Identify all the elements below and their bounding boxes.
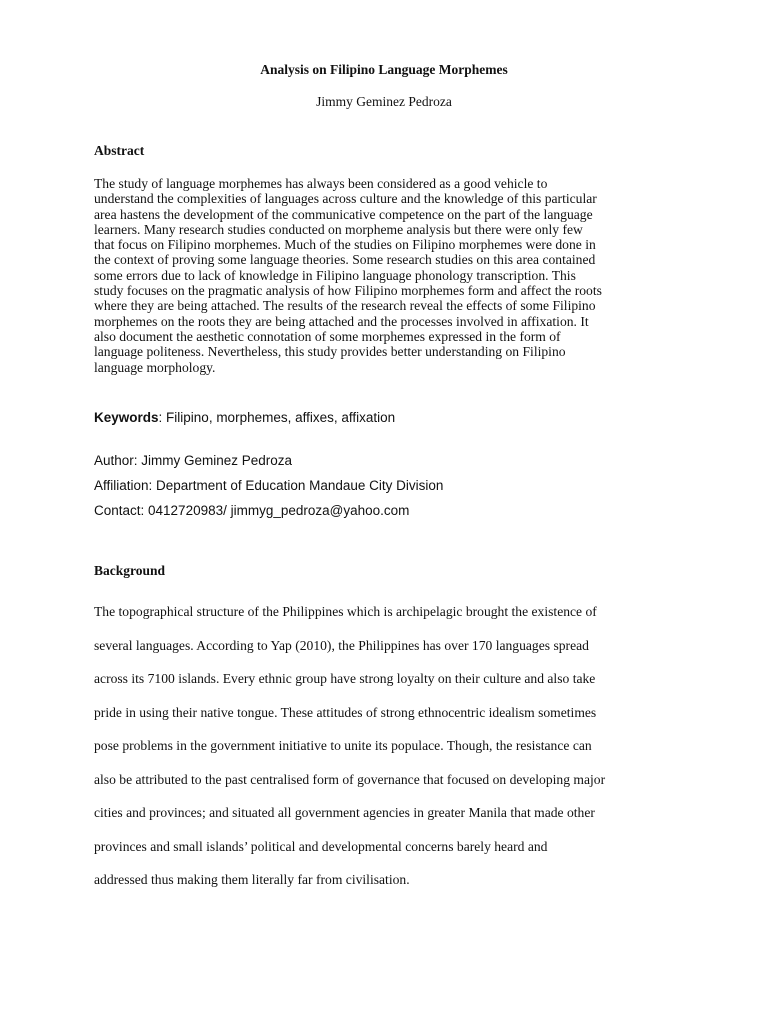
keywords-separator: :	[158, 410, 167, 425]
background-line: pride in using their native tongue. These attitudes of strong ethnocentric idealism sometimes	[94, 704, 597, 720]
abstract-line: morphemes on the roots they are being attached and the processes involved in affixation. It	[94, 313, 589, 329]
abstract-line: language politeness. Nevertheless, this study provides better understanding on Filipino	[94, 344, 566, 360]
keywords-line	[94, 410, 395, 425]
abstract-line: some errors due to lack of knowledge in Filipino language phonology transcription. This	[94, 267, 576, 283]
background-line: provinces and small islands’ political and developmental concerns barely heard and	[94, 838, 548, 854]
background-line: several languages. According to Yap (2010), the Philippines has over 170 languages spread	[94, 637, 589, 653]
background-line: also be attributed to the past centralised form of governance that focused on developing major	[94, 771, 606, 787]
background-line: addressed thus making them literally far from civilisation.	[94, 872, 410, 887]
abstract-heading: Abstract	[94, 143, 145, 158]
keywords-value: Filipino, morphemes, affixes, affixation	[166, 410, 396, 425]
abstract-body	[94, 176, 682, 375]
abstract-line: also document the aesthetic connotation of some morphemes expressed in the form of	[94, 328, 561, 344]
abstract-line: study focuses on the pragmatic analysis of how Filipino morphemes form and affect the roots	[94, 283, 602, 299]
background-body	[94, 595, 684, 897]
meta-affiliation: Affiliation: Department of Education Mandaue City Division	[94, 478, 444, 493]
paper-title: Analysis on Filipino Language Morphemes	[260, 62, 508, 77]
background-line: cities and provinces; and situated all government agencies in greater Manila that made other	[94, 805, 595, 820]
abstract-line: language morphology.	[94, 359, 216, 375]
background-line: The topographical structure of the Philippines which is archipelagic brought the existence of	[94, 604, 597, 619]
abstract-line: the context of proving some language theories. Some research studies on this area contained	[94, 252, 596, 268]
abstract-line: where they are being attached. The results of the research reveal the effects of some Filipino	[94, 298, 596, 314]
meta-author: Author: Jimmy Geminez Pedroza	[94, 453, 293, 468]
keywords-label: Keywords	[94, 410, 159, 425]
abstract-line: that focus on Filipino morphemes. Much of the studies on Filipino morphemes were done in	[94, 237, 596, 253]
meta-contact: Contact: 0412720983/ jimmyg_pedroza@yahoo.com	[94, 503, 410, 518]
background-heading: Background	[94, 563, 166, 578]
abstract-line: understand the complexities of languages across culture and the knowledge of this particular	[94, 191, 597, 207]
background-line: pose problems in the government initiative to unite its populace. Though, the resistance can	[94, 738, 592, 753]
abstract-line: learners. Many research studies conducted on morpheme analysis but there were only few	[94, 221, 583, 237]
paper-author: Jimmy Geminez Pedroza	[316, 94, 452, 109]
abstract-line: area hastens the development of the communicative competence on the part of the language	[94, 206, 593, 222]
background-line: across its 7100 islands. Every ethnic group have strong loyalty on their culture and also take	[94, 671, 596, 686]
abstract-line: The study of language morphemes has always been considered as a good vehicle to	[94, 176, 548, 191]
